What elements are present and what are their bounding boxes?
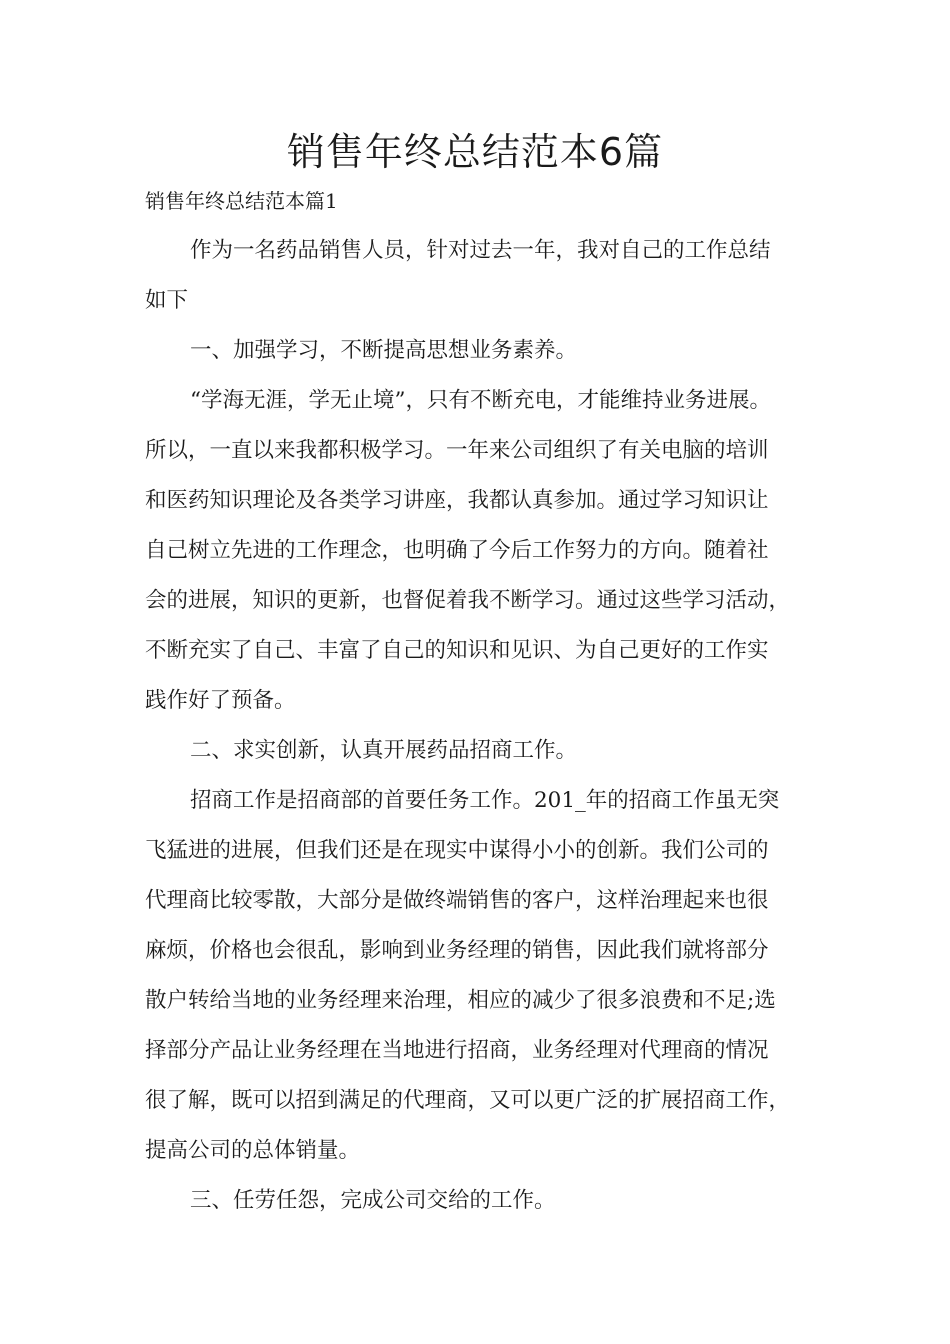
paragraph-line: 提高公司的总体销量。 <box>145 1138 361 1163</box>
paragraph-line: “学海无涯，学无止境”，只有不断充电，才能维持业务进展。 <box>190 388 771 413</box>
section-point-heading: 一、加强学习，不断提高思想业务素养。 <box>190 338 578 363</box>
section-point-heading: 二、求实创新，认真开展药品招商工作。 <box>190 738 578 763</box>
paragraph-line: 所以，一直以来我都积极学习。一年来公司组织了有关电脑的培训 <box>145 438 769 463</box>
paragraph-line: 如下 <box>145 288 189 313</box>
paragraph-line: 会的进展，知识的更新，也督促着我不断学习。通过这些学习活动， <box>145 588 791 613</box>
paragraph-line: 和医药知识理论及各类学习讲座，我都认真参加。通过学习知识让 <box>145 488 769 513</box>
paragraph-line: 不断充实了自己、丰富了自己的知识和见识、为自己更好的工作实 <box>145 638 769 663</box>
section-point-heading: 三、任劳任怨，完成公司交给的工作。 <box>190 1188 556 1213</box>
paragraph-line: 择部分产品让业务经理在当地进行招商，业务经理对代理商的情况 <box>145 1038 769 1063</box>
paragraph-line: 自己树立先进的工作理念，也明确了今后工作努力的方向。随着社 <box>145 538 769 563</box>
paragraph-line: 招商工作是招商部的首要任务工作。201_年的招商工作虽无突 <box>190 788 780 813</box>
document-title: 销售年终总结范本6篇 <box>286 130 664 174</box>
paragraph-line: 代理商比较零散，大部分是做终端销售的客户，这样治理起来也很 <box>145 888 769 913</box>
section-heading: 销售年终总结范本篇1 <box>145 189 338 213</box>
paragraph-line: 散户转给当地的业务经理来治理，相应的减少了很多浪费和不足;选 <box>145 988 776 1013</box>
paragraph-line: 很了解，既可以招到满足的代理商，又可以更广泛的扩展招商工作， <box>145 1088 791 1113</box>
paragraph-line: 飞猛进的进展，但我们还是在现实中谋得小小的创新。我们公司的 <box>145 838 769 863</box>
paragraph-line: 麻烦，价格也会很乱，影响到业务经理的销售，因此我们就将部分 <box>145 938 769 963</box>
paragraph-line: 践作好了预备。 <box>145 688 296 713</box>
paragraph-line: 作为一名药品销售人员，针对过去一年，我对自己的工作总结 <box>190 238 771 263</box>
